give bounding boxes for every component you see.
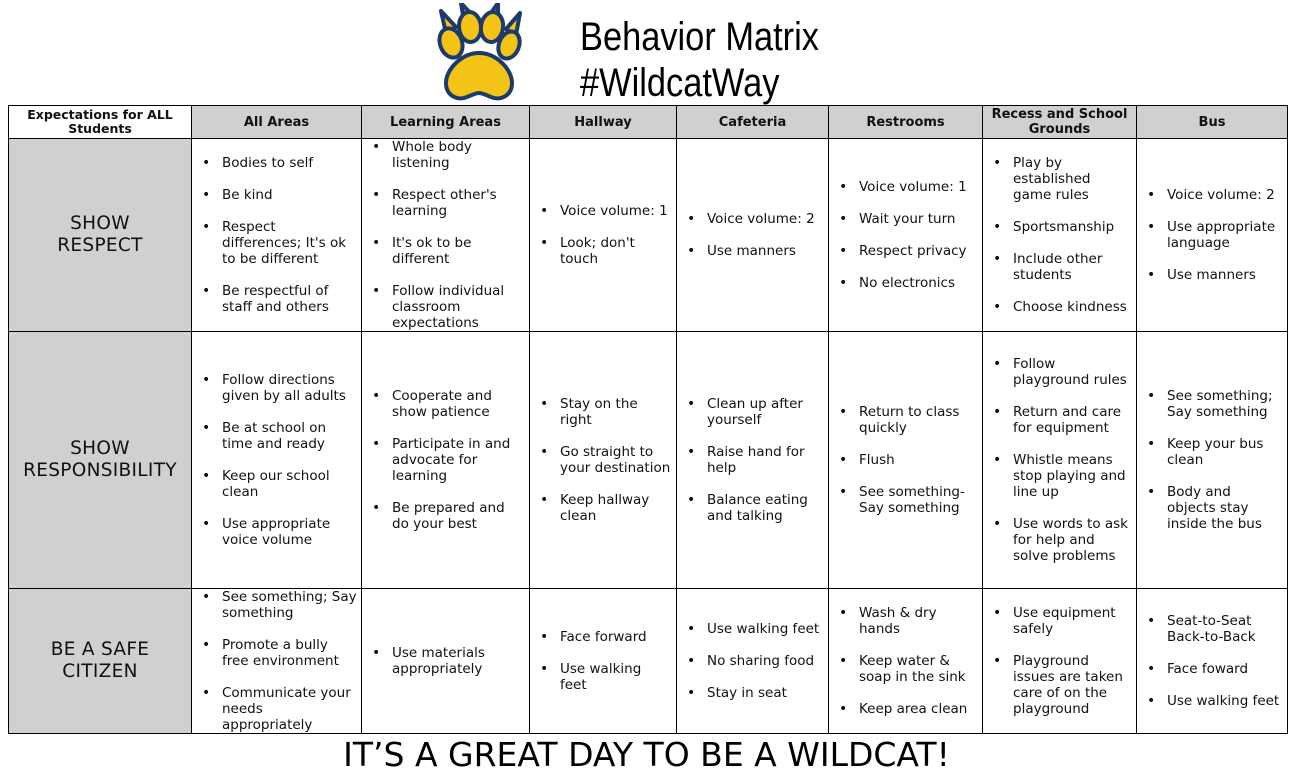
list-item: • Use manners [685,243,824,259]
bullet-list [677,396,828,524]
list-item: • Include other students [991,251,1132,283]
list-item: • Participate in and advocate for learning [370,436,525,484]
column-header-all-areas: All Areas [192,106,362,139]
corner-label: Expectations for ALL Students [9,106,192,139]
paw-print-icon [436,3,522,103]
list-item: • Voice volume: 1 [538,203,672,219]
list-item: • Play by established game rules [991,155,1132,203]
cell-responsibility-learning-areas [362,332,530,589]
column-header-learning-areas: Learning Areas [362,106,530,139]
list-item: • Use appropriate language [1145,219,1283,251]
list-item: • No electronics [837,275,978,291]
row-be-a-safe-citizen [9,589,1288,734]
list-item: • Face foward [1145,661,1283,677]
list-item: • Sportsmanship [991,219,1132,235]
cell-safe-bus [1137,589,1288,734]
bullet-list [192,155,361,315]
list-item: • Use words to ask for help and solve problems [991,516,1132,564]
row-label-show-respect: SHOW RESPECT [9,139,192,332]
list-item: • Use walking feet [1145,693,1283,709]
list-item: • Use appropriate voice volume [200,516,357,548]
list-item: • Clean up after yourself [685,396,824,428]
bullet-list [530,203,676,267]
list-item: • Stay on the right [538,396,672,428]
row-show-respect [9,139,1288,332]
title-line-1: Behavior Matrix [580,15,819,59]
list-item: • Body and objects stay inside the bus [1145,484,1283,532]
list-item: • Use walking feet [538,661,672,693]
bullet-list [362,139,529,331]
page-title [580,14,819,106]
cell-respect-hallway [530,139,677,332]
list-item: • Communicate your needs appropriately [200,685,357,733]
bullet-list [192,589,361,733]
list-item: • Respect privacy [837,243,978,259]
list-item: • Voice volume: 2 [1145,187,1283,203]
bullet-list [1137,388,1287,532]
list-item: • Playground issues are taken care of on the playground [991,653,1132,717]
cell-respect-cafeteria [677,139,829,332]
list-item: • Flush [837,452,978,468]
cell-responsibility-restrooms [829,332,983,589]
cell-respect-all-areas [192,139,362,332]
cell-safe-restrooms [829,589,983,734]
list-item: • Keep area clean [837,701,978,717]
list-item: • See something; Say something [200,589,357,621]
list-item: • See something; Say something [1145,388,1283,420]
bullet-list [677,621,828,701]
list-item: • Be prepared and do your best [370,500,525,532]
list-item: • Respect other's learning [370,187,525,219]
bullet-list [829,179,982,291]
footer-slogan: IT’S A GREAT DAY TO BE A WILDCAT! [343,735,950,774]
row-label-be-a-safe-citizen: BE A SAFE CITIZEN [9,589,192,734]
list-item: • Balance eating and talking [685,492,824,524]
list-item: • Voice volume: 2 [685,211,824,227]
list-item: • Use materials appropriately [370,645,525,677]
cell-respect-learning-areas [362,139,530,332]
list-item: • See something-Say something [837,484,978,516]
bullet-list [829,605,982,717]
bullet-list [362,388,529,532]
cell-safe-all-areas [192,589,362,734]
cell-responsibility-hallway [530,332,677,589]
cell-responsibility-cafeteria [677,332,829,589]
bullet-list [530,396,676,524]
cell-respect-restrooms [829,139,983,332]
list-item: • Be respectful of staff and others [200,283,357,315]
column-header-bus: Bus [1137,106,1288,139]
bullet-list [677,211,828,259]
list-item: • Be kind [200,187,357,203]
list-item: • No sharing food [685,653,824,669]
bullet-list [983,155,1136,315]
cell-safe-learning-areas [362,589,530,734]
list-item: • Choose kindness [991,299,1132,315]
list-item: • Respect differences; It's ok to be different [200,219,357,267]
list-item: • Voice volume: 1 [837,179,978,195]
column-header-restrooms: Restrooms [829,106,983,139]
list-item: • Keep water & soap in the sink [837,653,978,685]
list-item: • Keep hallway clean [538,492,672,524]
behavior-matrix-table [8,105,1288,734]
list-item: • Look; don't touch [538,235,672,267]
row-show-responsibility [9,332,1288,589]
header [0,0,1293,106]
list-item: • Go straight to your destination [538,444,672,476]
bullet-list [983,356,1136,564]
cell-safe-cafeteria [677,589,829,734]
cell-responsibility-bus [1137,332,1288,589]
list-item: • Follow playground rules [991,356,1132,388]
list-item: • Promote a bully free environment [200,637,357,669]
list-item: • Seat-to-Seat Back-to-Back [1145,613,1283,645]
bullet-list [362,645,529,677]
list-item: • Use manners [1145,267,1283,283]
cell-respect-recess [983,139,1137,332]
column-header-hallway: Hallway [530,106,677,139]
cell-responsibility-all-areas [192,332,362,589]
header-row [9,106,1288,139]
bullet-list [530,629,676,693]
bullet-list [1137,187,1287,283]
row-label-show-responsibility: SHOW RESPONSIBILITY [9,332,192,589]
list-item: • Be at school on time and ready [200,420,357,452]
list-item: • Bodies to self [200,155,357,171]
list-item: • Keep our school clean [200,468,357,500]
list-item: • Whistle means stop playing and line up [991,452,1132,500]
column-header-cafeteria: Cafeteria [677,106,829,139]
list-item: • Raise hand for help [685,444,824,476]
list-item: • Wash & dry hands [837,605,978,637]
list-item: • Follow individual classroom expectations [370,283,525,331]
title-line-2: #WildcatWay [580,61,780,105]
list-item: • Use equipment safely [991,605,1132,637]
cell-respect-bus [1137,139,1288,332]
column-header-recess: Recess and School Grounds [983,106,1137,139]
cell-safe-recess [983,589,1137,734]
list-item: • Face forward [538,629,672,645]
cell-safe-hallway [530,589,677,734]
list-item: • Whole body listening [370,139,525,171]
bullet-list [829,404,982,516]
cell-responsibility-recess [983,332,1137,589]
list-item: • Wait your turn [837,211,978,227]
list-item: • Keep your bus clean [1145,436,1283,468]
list-item: • Use walking feet [685,621,824,637]
list-item: • It's ok to be different [370,235,525,267]
bullet-list [983,605,1136,717]
list-item: • Stay in seat [685,685,824,701]
list-item: • Follow directions given by all adults [200,372,357,404]
bullet-list [192,372,361,548]
list-item: • Return and care for equipment [991,404,1132,436]
bullet-list [1137,613,1287,709]
list-item: • Return to class quickly [837,404,978,436]
list-item: • Cooperate and show patience [370,388,525,420]
